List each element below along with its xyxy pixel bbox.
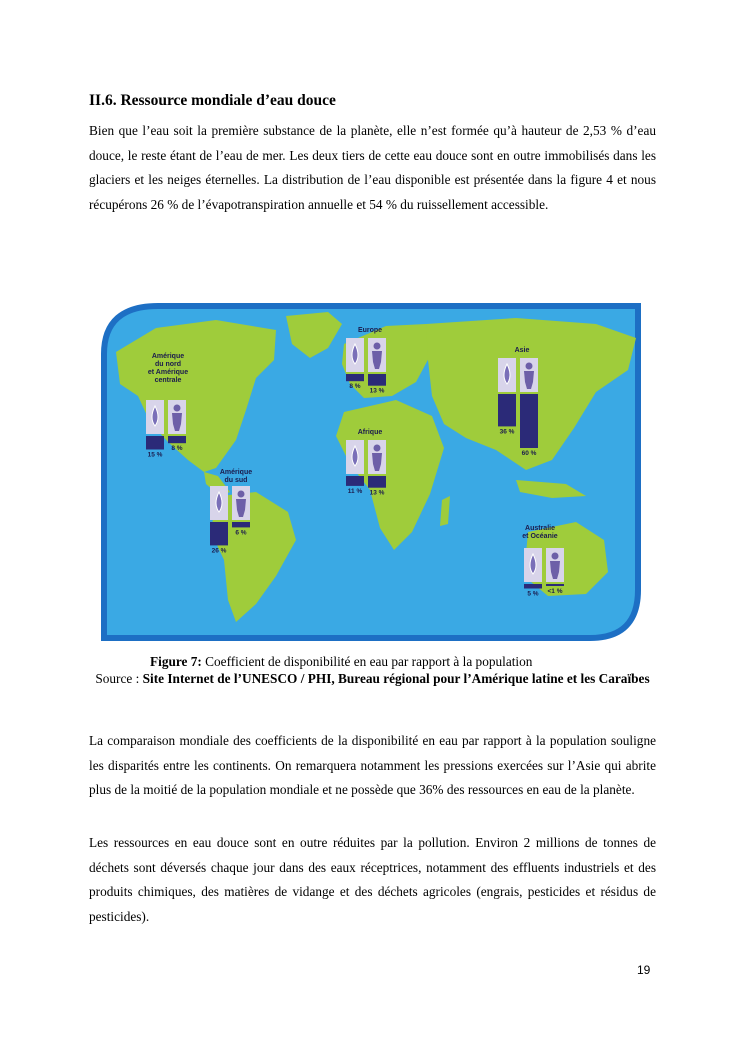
population-pct-label: 8 %: [171, 445, 183, 453]
person-icon: [552, 553, 559, 560]
person-icon: [374, 445, 381, 452]
figure-source: [89, 670, 656, 687]
section-heading: II.6. Ressource mondiale d’eau douce: [89, 92, 336, 109]
region-label-line: du nord: [154, 361, 182, 368]
person-icon: [374, 343, 381, 350]
region-label-line: Europe: [357, 327, 383, 334]
caption-label: Figure 7:: [150, 654, 202, 669]
population-pct-label: <1 %: [547, 588, 563, 595]
water-bar: [498, 394, 516, 426]
water-bar: [524, 584, 542, 589]
source-prefix: Source :: [95, 671, 143, 686]
water-bar: [346, 374, 364, 381]
water-pct-label: 5 %: [527, 590, 539, 598]
pollution-paragraph: Les ressources en eau douce sont en outre réduites par la pollution. Environ 2 millions de tonnes de déchets sont déversés chaque jour dans des eaux réceptrices, notamment des effluents industriels et des produits chimiques, des matières de vidange et des déchets agricoles (engrais, pesticides et résidus de pesticides).: [89, 835, 656, 924]
population-bar: [368, 374, 386, 386]
population-bar: [168, 436, 186, 443]
region-label: [220, 469, 252, 484]
person-icon: [238, 491, 245, 498]
region-label: [522, 525, 558, 540]
person-icon: [526, 363, 533, 370]
region-label-line: Asie: [514, 347, 530, 354]
intro-paragraph: Bien que l’eau soit la première substance de la planète, elle n’est formée qu’à hauteur de 2,53 % d’eau douce, le reste étant de l’eau de mer. Les deux tiers de cette eau douce sont en outre immobilisés dans les glaciers et les neiges éternelles. La distribution de l’eau disponible est présentée dans la figure 4 et nous récupérons 26 % de l’évapotranspiration annuelle et 54 % du ruissellement accessible.: [89, 123, 656, 212]
region-label-line: Australie: [525, 525, 555, 532]
water-pct-label: 11 %: [347, 487, 363, 495]
water-bar: [210, 522, 228, 545]
region-label-line: et Amérique: [147, 369, 189, 376]
region-label-line: Afrique: [357, 429, 383, 436]
region-label-line: Amérique: [219, 469, 253, 476]
region-label: [515, 347, 530, 354]
region-label-line: Amérique: [151, 353, 185, 360]
water-pct-label: 8 %: [349, 383, 361, 391]
figure-caption: [150, 654, 532, 670]
person-icon: [174, 405, 181, 412]
population-pct-label: 6 %: [235, 529, 247, 537]
source-text: Site Internet de l’UNESCO / PHI, Bureau régional pour l’Amérique latine et les Caraïbes: [142, 671, 650, 686]
population-pct-label: 60 %: [521, 450, 537, 457]
world-water-map: [96, 300, 648, 645]
population-pct-label: 13 %: [369, 387, 385, 395]
water-bar: [346, 476, 364, 486]
region-label-line: du sud: [224, 477, 248, 484]
page-number: 19: [637, 963, 651, 977]
population-bar: [520, 394, 538, 448]
region-label: [358, 327, 382, 334]
population-bar: [232, 522, 250, 527]
population-bar: [368, 476, 386, 488]
map-svg: [96, 300, 648, 645]
population-pct-label: 13 %: [369, 489, 385, 497]
water-pct-label: 26 %: [211, 547, 227, 555]
region-label-line: centrale: [154, 377, 182, 384]
region-label: [358, 429, 383, 436]
water-pct-label: 15 %: [147, 451, 163, 459]
water-bar: [146, 436, 164, 450]
comparison-paragraph: La comparaison mondiale des coefficients de la disponibilité en eau par rapport à la population souligne les disparités entre les continents. On remarquera notamment les pressions exercées sur l’Asie qui abrite plus de la moitié de la population mondiale et ne possède que 36% des ressources en eau de la planète.: [89, 733, 656, 797]
population-bar: [546, 584, 564, 586]
water-pct-label: 36 %: [499, 428, 515, 436]
caption-text: Coefficient de disponibilité en eau par rapport à la population: [201, 654, 533, 669]
region-label-line: et Océanie: [522, 533, 558, 540]
